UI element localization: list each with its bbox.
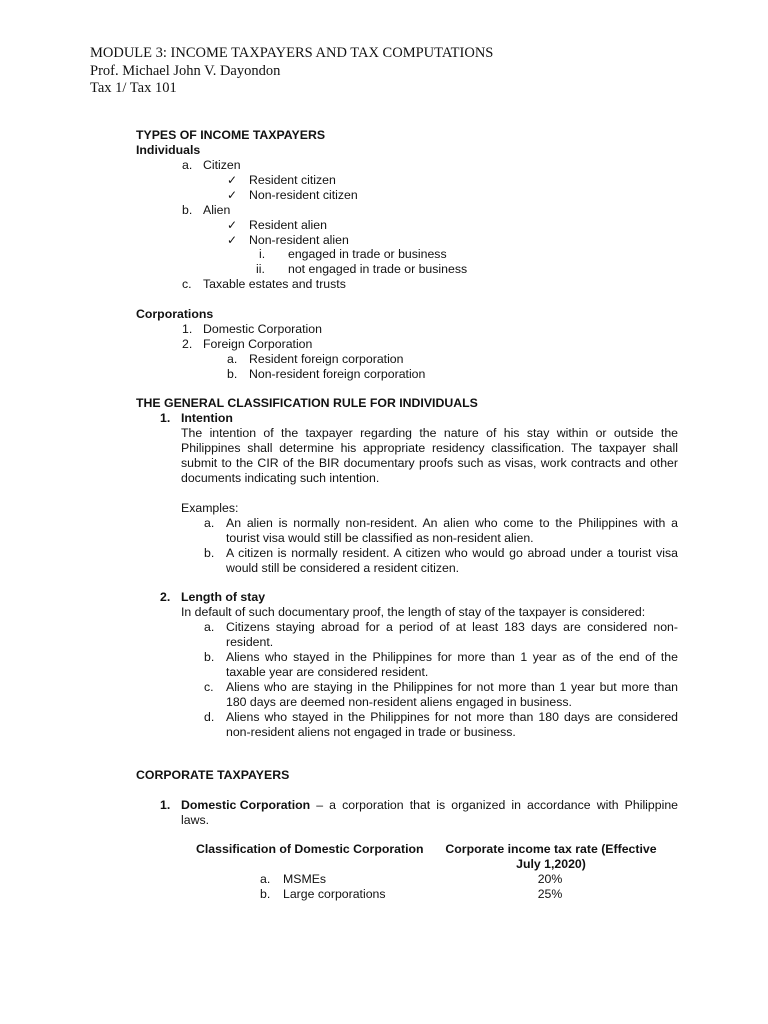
module-title: MODULE 3: INCOME TAXPAYERS AND TAX COMPUTATIONS <box>90 45 494 61</box>
domestic-corporation-definition-text: – a corporation that is organized in accordance with Philippine <box>310 798 678 812</box>
table-cell-msmes: MSMEs <box>283 872 327 886</box>
list-item-foreign-corporation: Foreign Corporation <box>203 337 313 351</box>
list-marker: b. <box>260 887 271 901</box>
list-marker: 2. <box>160 590 171 604</box>
stay-rule-line: resident. <box>226 635 274 649</box>
course-code: Tax 1/ Tax 101 <box>90 80 177 96</box>
list-item-non-resident-citizen: Non-resident citizen <box>249 188 358 202</box>
list-marker: c. <box>204 680 214 694</box>
stay-rule-line: Aliens who stayed in the Philippines for more than 1 year as of the end of the <box>226 650 678 664</box>
list-item-non-resident-alien: Non-resident alien <box>249 233 349 247</box>
list-marker: a. <box>260 872 271 886</box>
table-cell-rate: 25% <box>537 887 563 901</box>
types-heading: TYPES OF INCOME TAXPAYERS <box>136 128 326 142</box>
domestic-corporation-term: Domestic Corporation <box>181 798 311 812</box>
list-item-alien: Alien <box>203 203 231 217</box>
list-marker: a. <box>204 516 215 530</box>
classification-rule-heading: THE GENERAL CLASSIFICATION RULE FOR INDIVIDUALS <box>136 396 478 410</box>
list-marker: ii. <box>256 262 265 276</box>
checkmark-icon: ✓ <box>227 233 238 247</box>
list-item-engaged: engaged in trade or business <box>288 247 447 261</box>
table-cell-large-corporations: Large corporations <box>283 887 386 901</box>
list-item-estates-trusts: Taxable estates and trusts <box>203 277 346 291</box>
example-line: A citizen is normally resident. A citizen who would go abroad under a tourist visa <box>226 546 678 560</box>
example-line: would still be considered a resident citizen. <box>226 561 460 575</box>
list-marker: a. <box>227 352 238 366</box>
list-marker: b. <box>204 546 215 560</box>
corporate-taxpayers-heading: CORPORATE TAXPAYERS <box>136 768 290 782</box>
list-item-not-engaged: not engaged in trade or business <box>288 262 468 276</box>
list-marker: d. <box>204 710 215 724</box>
length-of-stay-intro: In default of such documentary proof, the length of stay of the taxpayer is considered: <box>181 605 646 619</box>
stay-rule-line: non-resident aliens not engaged in trade or business. <box>226 725 516 739</box>
stay-rule-line: taxable year are considered resident. <box>226 665 429 679</box>
table-header-classification: Classification of Domestic Corporation <box>196 842 424 856</box>
list-item-resident-citizen: Resident citizen <box>249 173 336 187</box>
intention-paragraph-line: documents indicating such intention. <box>181 471 380 485</box>
list-marker: 1. <box>182 322 193 336</box>
individuals-heading: Individuals <box>136 143 201 157</box>
stay-rule-line: Aliens who stayed in the Philippines for not more than 180 days are considered <box>226 710 678 724</box>
corporations-heading: Corporations <box>136 307 214 321</box>
intention-paragraph-line: The intention of the taxpayer regarding the nature of his stay within or outside the <box>181 426 678 440</box>
table-header-rate: Corporate income tax rate (Effective <box>445 842 657 856</box>
table-cell-rate: 20% <box>537 872 563 886</box>
checkmark-icon: ✓ <box>227 218 238 232</box>
list-item-resident-foreign: Resident foreign corporation <box>249 352 404 366</box>
list-marker: b. <box>182 203 193 217</box>
intention-paragraph-line: submit to the CIR of the BIR documentary proofs such as visas, work contracts and other <box>181 456 678 470</box>
list-item-non-resident-foreign: Non-resident foreign corporation <box>249 367 426 381</box>
list-marker: b. <box>227 367 238 381</box>
list-item-citizen: Citizen <box>203 158 241 172</box>
list-marker: 2. <box>182 337 193 351</box>
checkmark-icon: ✓ <box>227 188 238 202</box>
example-line: An alien is normally non-resident. An alien who come to the Philippines with a <box>226 516 678 530</box>
stay-rule-line: Citizens staying abroad for a period of at least 183 days are considered non- <box>226 620 678 634</box>
examples-label: Examples: <box>181 501 239 515</box>
list-marker: i. <box>259 247 266 261</box>
domestic-corporation-definition <box>181 798 678 813</box>
intention-paragraph-line: Philippines shall determine his appropriate residency classification. The taxpayer shall <box>181 441 678 455</box>
example-line: tourist visa would still be classified as non-resident alien. <box>226 531 534 545</box>
stay-rule-line: 180 days are deemed non-resident aliens engaged in business. <box>226 695 572 709</box>
list-item-domestic-corporation: Domestic Corporation <box>203 322 322 336</box>
checkmark-icon: ✓ <box>227 173 238 187</box>
table-header-rate: July 1,2020) <box>516 857 586 871</box>
list-marker: 1. <box>160 411 171 425</box>
professor-name: Prof. Michael John V. Dayondon <box>90 63 281 79</box>
list-marker: 1. <box>160 798 171 812</box>
list-marker: c. <box>182 277 192 291</box>
intention-title: Intention <box>181 411 233 425</box>
list-marker: a. <box>204 620 215 634</box>
list-marker: b. <box>204 650 215 664</box>
list-item-resident-alien: Resident alien <box>249 218 327 232</box>
list-marker: a. <box>182 158 193 172</box>
domestic-corporation-definition-line: laws. <box>181 813 210 827</box>
length-of-stay-title: Length of stay <box>181 590 266 604</box>
stay-rule-line: Aliens who are staying in the Philippines for not more than 1 year but more than <box>226 680 678 694</box>
